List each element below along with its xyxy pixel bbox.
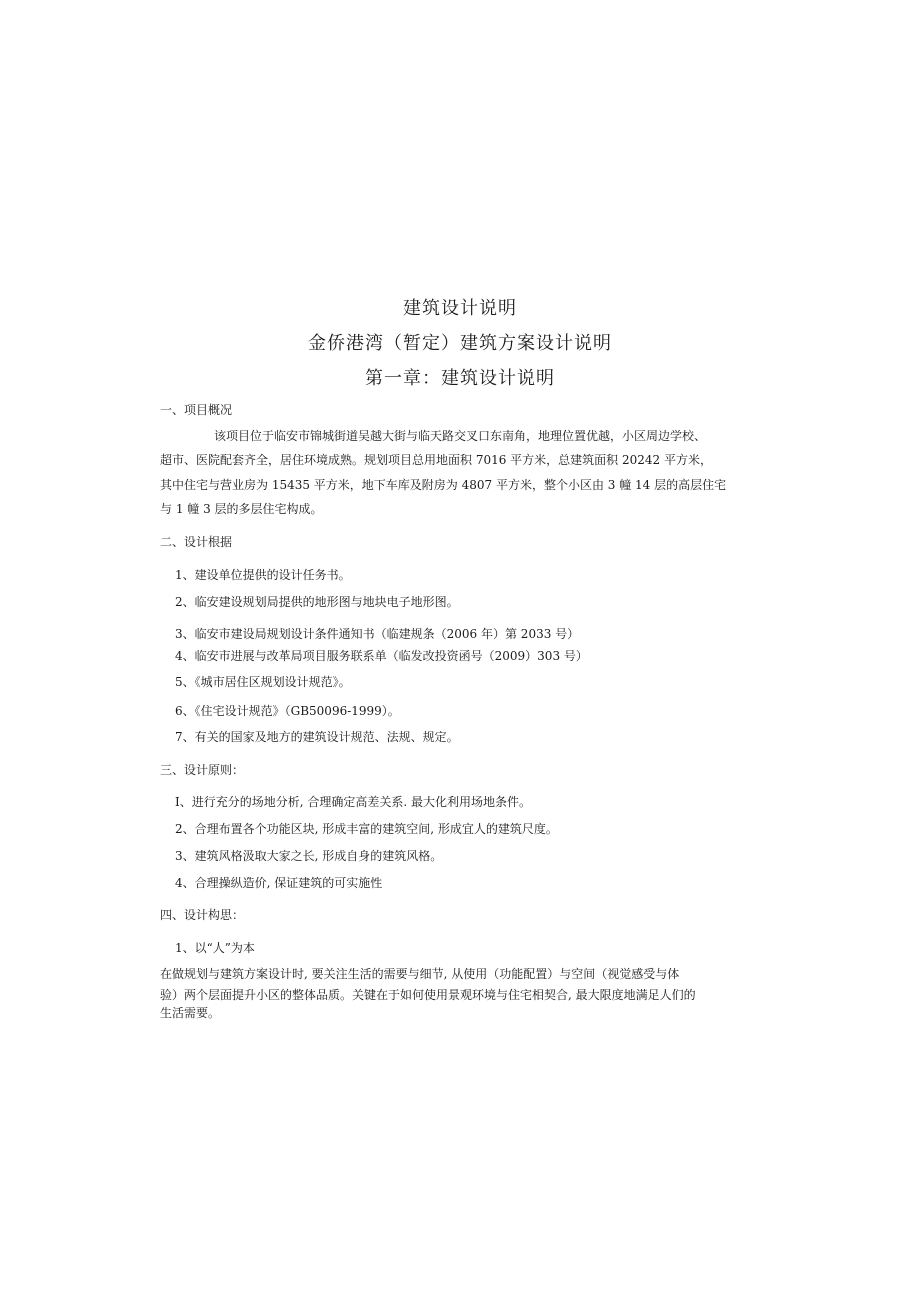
overview-line: 超市、医院配套齐全，居住环境成熟。规划项目总用地面积 7016 平方米，总建筑面积 20242 平方米，: [160, 453, 712, 467]
principle-item: I、进行充分的场地分析, 合理确定高差关系. 最大化利用场地条件。: [175, 795, 532, 809]
basis-item: 2、临安建设规划局提供的地形图与地块电子地形图。: [175, 595, 459, 609]
basis-item: 7、有关的国家及地方的建筑设计规范、法规、规定。: [175, 730, 459, 744]
chapter-title: 第一章：建筑设计说明: [365, 368, 555, 389]
overview-line: 与 1 幢 3 层的多层住宅构成。: [160, 502, 323, 516]
concept-line: 生活需要。: [160, 1006, 221, 1020]
basis-item: 1、建设单位提供的设计任务书。: [175, 568, 351, 582]
section-heading-principles: 三、设计原则：: [160, 763, 245, 777]
concept-line: 验）两个层面提升小区的整体品质。关键在于如何使用景观环境与住宅相契合, 最大限度地满足人们的: [160, 988, 696, 1002]
basis-item: 4、临安市进展与改革局项目服务联系单（临发改投资函号（2009）303 号）: [175, 649, 588, 663]
basis-item: 5、《城市居住区规划设计规范》。: [175, 675, 351, 689]
basis-item: 3、临安市建设局规划设计条件通知书（临建规条（2006 年）第 2033 号）: [175, 627, 580, 641]
section-heading-concept: 四、设计构思：: [160, 908, 245, 922]
overview-line: 该项目位于临安市锦城街道吴越大街与临天路交叉口东南角，地理位置优越，小区周边学校、: [214, 429, 707, 443]
section-heading-basis: 二、设计根据: [160, 535, 233, 549]
overview-line: 其中住宅与营业房为 15435 平方米，地下车库及附房为 4807 平方米，整个小区由 3 幢 14 层的高层住宅: [160, 478, 727, 492]
document-title: 建筑设计说明: [403, 298, 517, 319]
section-heading-overview: 一、项目概况: [160, 403, 233, 417]
project-title: 金侨港湾（暂定）建筑方案设计说明: [308, 333, 612, 354]
principle-item: 2、合理布置各个功能区块, 形成丰富的建筑空间, 形成宜人的建筑尺度。: [175, 822, 558, 836]
concept-item: 1、以“人”为本: [175, 941, 255, 955]
basis-item: 6、《住宅设计规范》（GB50096-1999）。: [175, 704, 400, 718]
principle-item: 3、建筑风格汲取大家之长, 形成自身的建筑风格。: [175, 849, 443, 863]
principle-item: 4、合理操纵造价, 保证建筑的可实施性: [175, 876, 383, 890]
concept-line: 在做规划与建筑方案设计时, 要关注生活的需要与细节, 从使用（功能配置）与空间（视觉感受与体: [160, 967, 680, 981]
